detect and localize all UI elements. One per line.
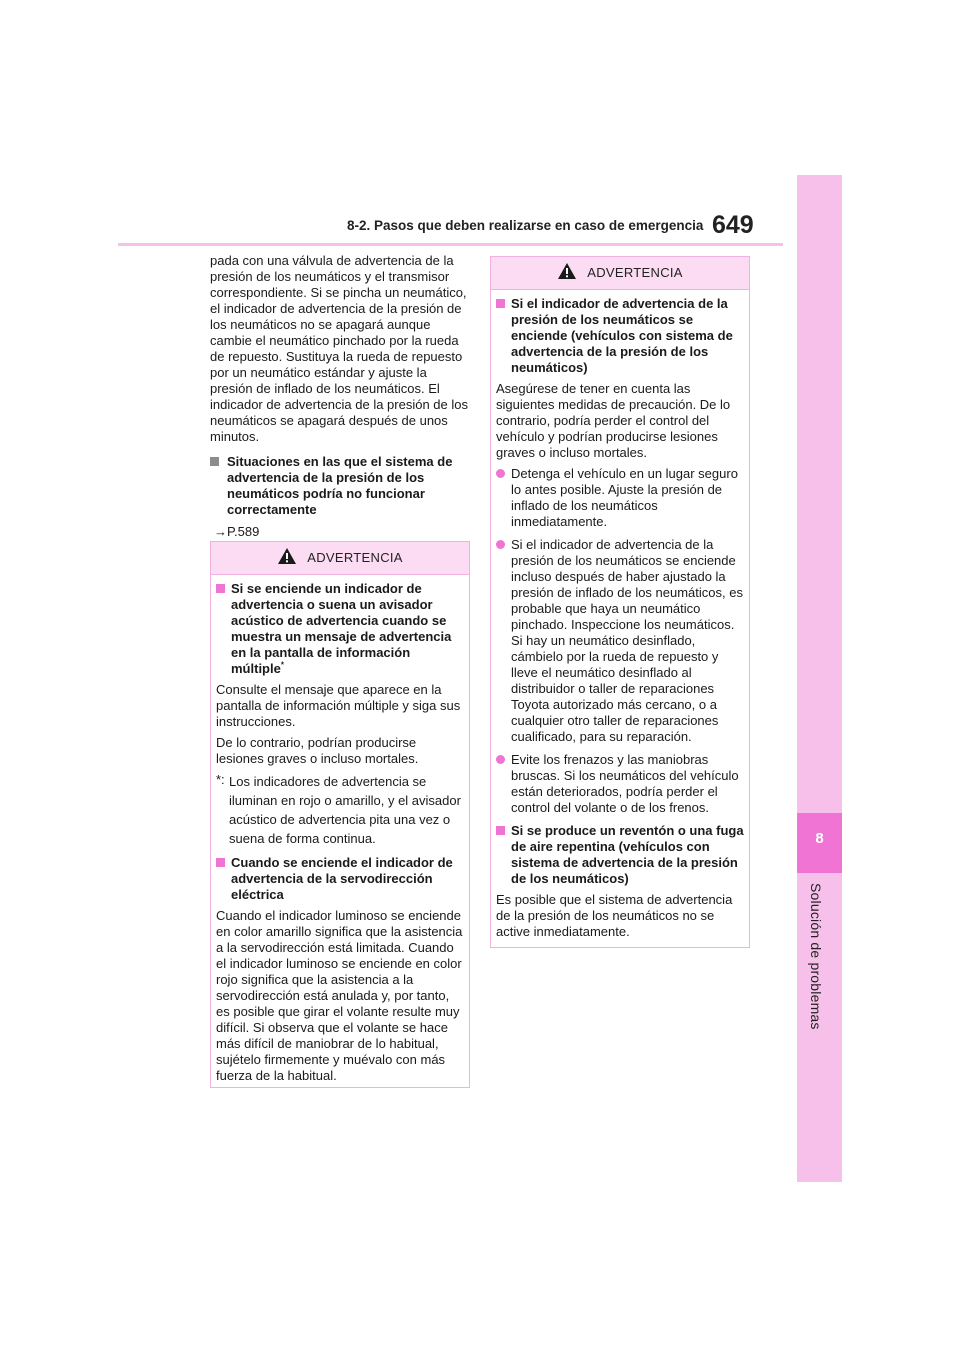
warning-header [491, 257, 749, 290]
warning-item-heading [496, 823, 744, 887]
page-number: 649 [712, 211, 754, 239]
warning-text: Consulte el mensaje que aparece en la pantalla de información múltiple y siga sus instrucciones. [216, 682, 461, 729]
footnote-mark: *: [216, 772, 225, 787]
warning-text: Asegúrese de tener en cuenta las siguientes medidas de precaución. De lo contrario, podría perder el control del vehículo y podrían producirse lesiones graves o incluso mortales. [496, 381, 731, 460]
chapter-number: 8 [815, 830, 824, 847]
warning-text: Es posible que el sistema de advertencia de la presión de los neumáticos no se active inmediatamente. [496, 892, 733, 939]
warning-bullet [496, 466, 744, 530]
circle-bullet-icon [496, 540, 505, 549]
warning-bullet [496, 752, 744, 816]
warning-item-heading-text: Si el indicador de advertencia de la presión de los neumáticos se enciende (vehículos con sistema de advertencia de la presión de los neumáticos) [511, 296, 733, 375]
warning-bullet [496, 537, 744, 745]
warning-bullet-text: Evite los frenazos y las maniobras bruscas. Si los neumáticos del vehículo están deteriorados, podría perder el control del volante o de los frenos. [511, 752, 739, 815]
section-title: 8-2. Pasos que deben realizarse en caso de emergencia [347, 218, 704, 233]
warning-item-heading-text: Si se produce un reventón o una fuga de aire repentina (vehículos con sistema de advertencia de la presión de los neumáticos) [511, 823, 744, 886]
warning-item-heading-text: Cuando se enciende el indicador de advertencia de la servodirección eléctrica [231, 855, 453, 902]
circle-bullet-icon [496, 755, 505, 764]
warning-triangle-icon [277, 547, 297, 565]
chapter-title: Solución de problemas [808, 883, 824, 1030]
warning-header [211, 542, 469, 575]
warning-item-heading [216, 581, 464, 677]
section-heading [210, 454, 470, 518]
footnote [216, 772, 464, 848]
warning-triangle-icon [557, 262, 577, 280]
left-column [210, 253, 470, 540]
warning-item-heading [496, 296, 744, 376]
warning-label: ADVERTENCIA [587, 265, 683, 280]
section-heading-text: Situaciones en las que el sistema de advertencia de la presión de los neumáticos podría no funcionar correctamente [227, 454, 453, 517]
warning-text: Cuando el indicador luminoso se enciende en color amarillo significa que la asistencia a la servodirección está limitada. Cuando el indicador luminoso se enciende en color rojo significa que la asistencia a la servodirección está anulada y, por tanto, es posible que girar el volante resulte muy difícil. Si observa que el volante se hace más difícil de maniobrar de lo habitual, sujételo firmemente y muévalo con más fuerza de la habitual. [216, 908, 463, 1083]
warning-label: ADVERTENCIA [307, 550, 403, 565]
warning-bullet-text: Si el indicador de advertencia de la presión de los neumáticos se enciende incluso después de haber ajustado la presión de inflado de los neumáticos, es probable que haya un neumático pinchado. Inspeccione los neumáticos. Si hay un neumático desinflado, cámbielo por la rueda de repuesto y lleve el neumático desinflado al distribuidor o taller de reparaciones Toyota autorizado más cercano, o a cualquier otro taller de reparaciones cualificado, para su reparación. [511, 537, 743, 744]
warning-text: De lo contrario, podrían producirse lesiones graves o incluso mortales. [216, 735, 419, 766]
square-bullet-icon [216, 584, 225, 593]
warning-item-heading [216, 855, 464, 903]
page-reference[interactable]: →P.589 [214, 524, 260, 539]
header-divider [118, 243, 783, 246]
square-bullet-icon [496, 299, 505, 308]
intro-paragraph: pada con una válvula de advertencia de la presión de los neumáticos y el transmisor correspondiente. Si se pincha un neumático, el indicador de advertencia de la presión de los neumáticos no se apagará aunque cambie el neumático pinchado por la rueda de repuesto. Sustituya la rueda de repuesto por un neumático estándar y ajuste la presión de inflado de los neumáticos. El indicador de advertencia de la presión de los neumáticos se apagará después de unos minutos. [210, 253, 469, 444]
chapter-side-tab [797, 175, 842, 1182]
circle-bullet-icon [496, 469, 505, 478]
warning-bullet-text: Detenga el vehículo en un lugar seguro lo antes posible. Ajuste la presión de inflado de los neumáticos inmediatamente. [511, 466, 738, 529]
footnote-text: Los indicadores de advertencia se iluminan en rojo o amarillo, y el avisador acústico de advertencia pita una vez o suena de forma continua. [229, 774, 461, 846]
warning-item-heading-text: Si se enciende un indicador de advertencia o suena un avisador acústico de advertencia cuando se muestra un mensaje de advertencia en la pantalla de información múltiple* [231, 581, 452, 676]
square-bullet-icon [216, 858, 225, 867]
warning-box-left [210, 541, 470, 1088]
square-bullet-icon [496, 826, 505, 835]
warning-box-right [490, 256, 750, 948]
square-bullet-icon [210, 457, 219, 466]
